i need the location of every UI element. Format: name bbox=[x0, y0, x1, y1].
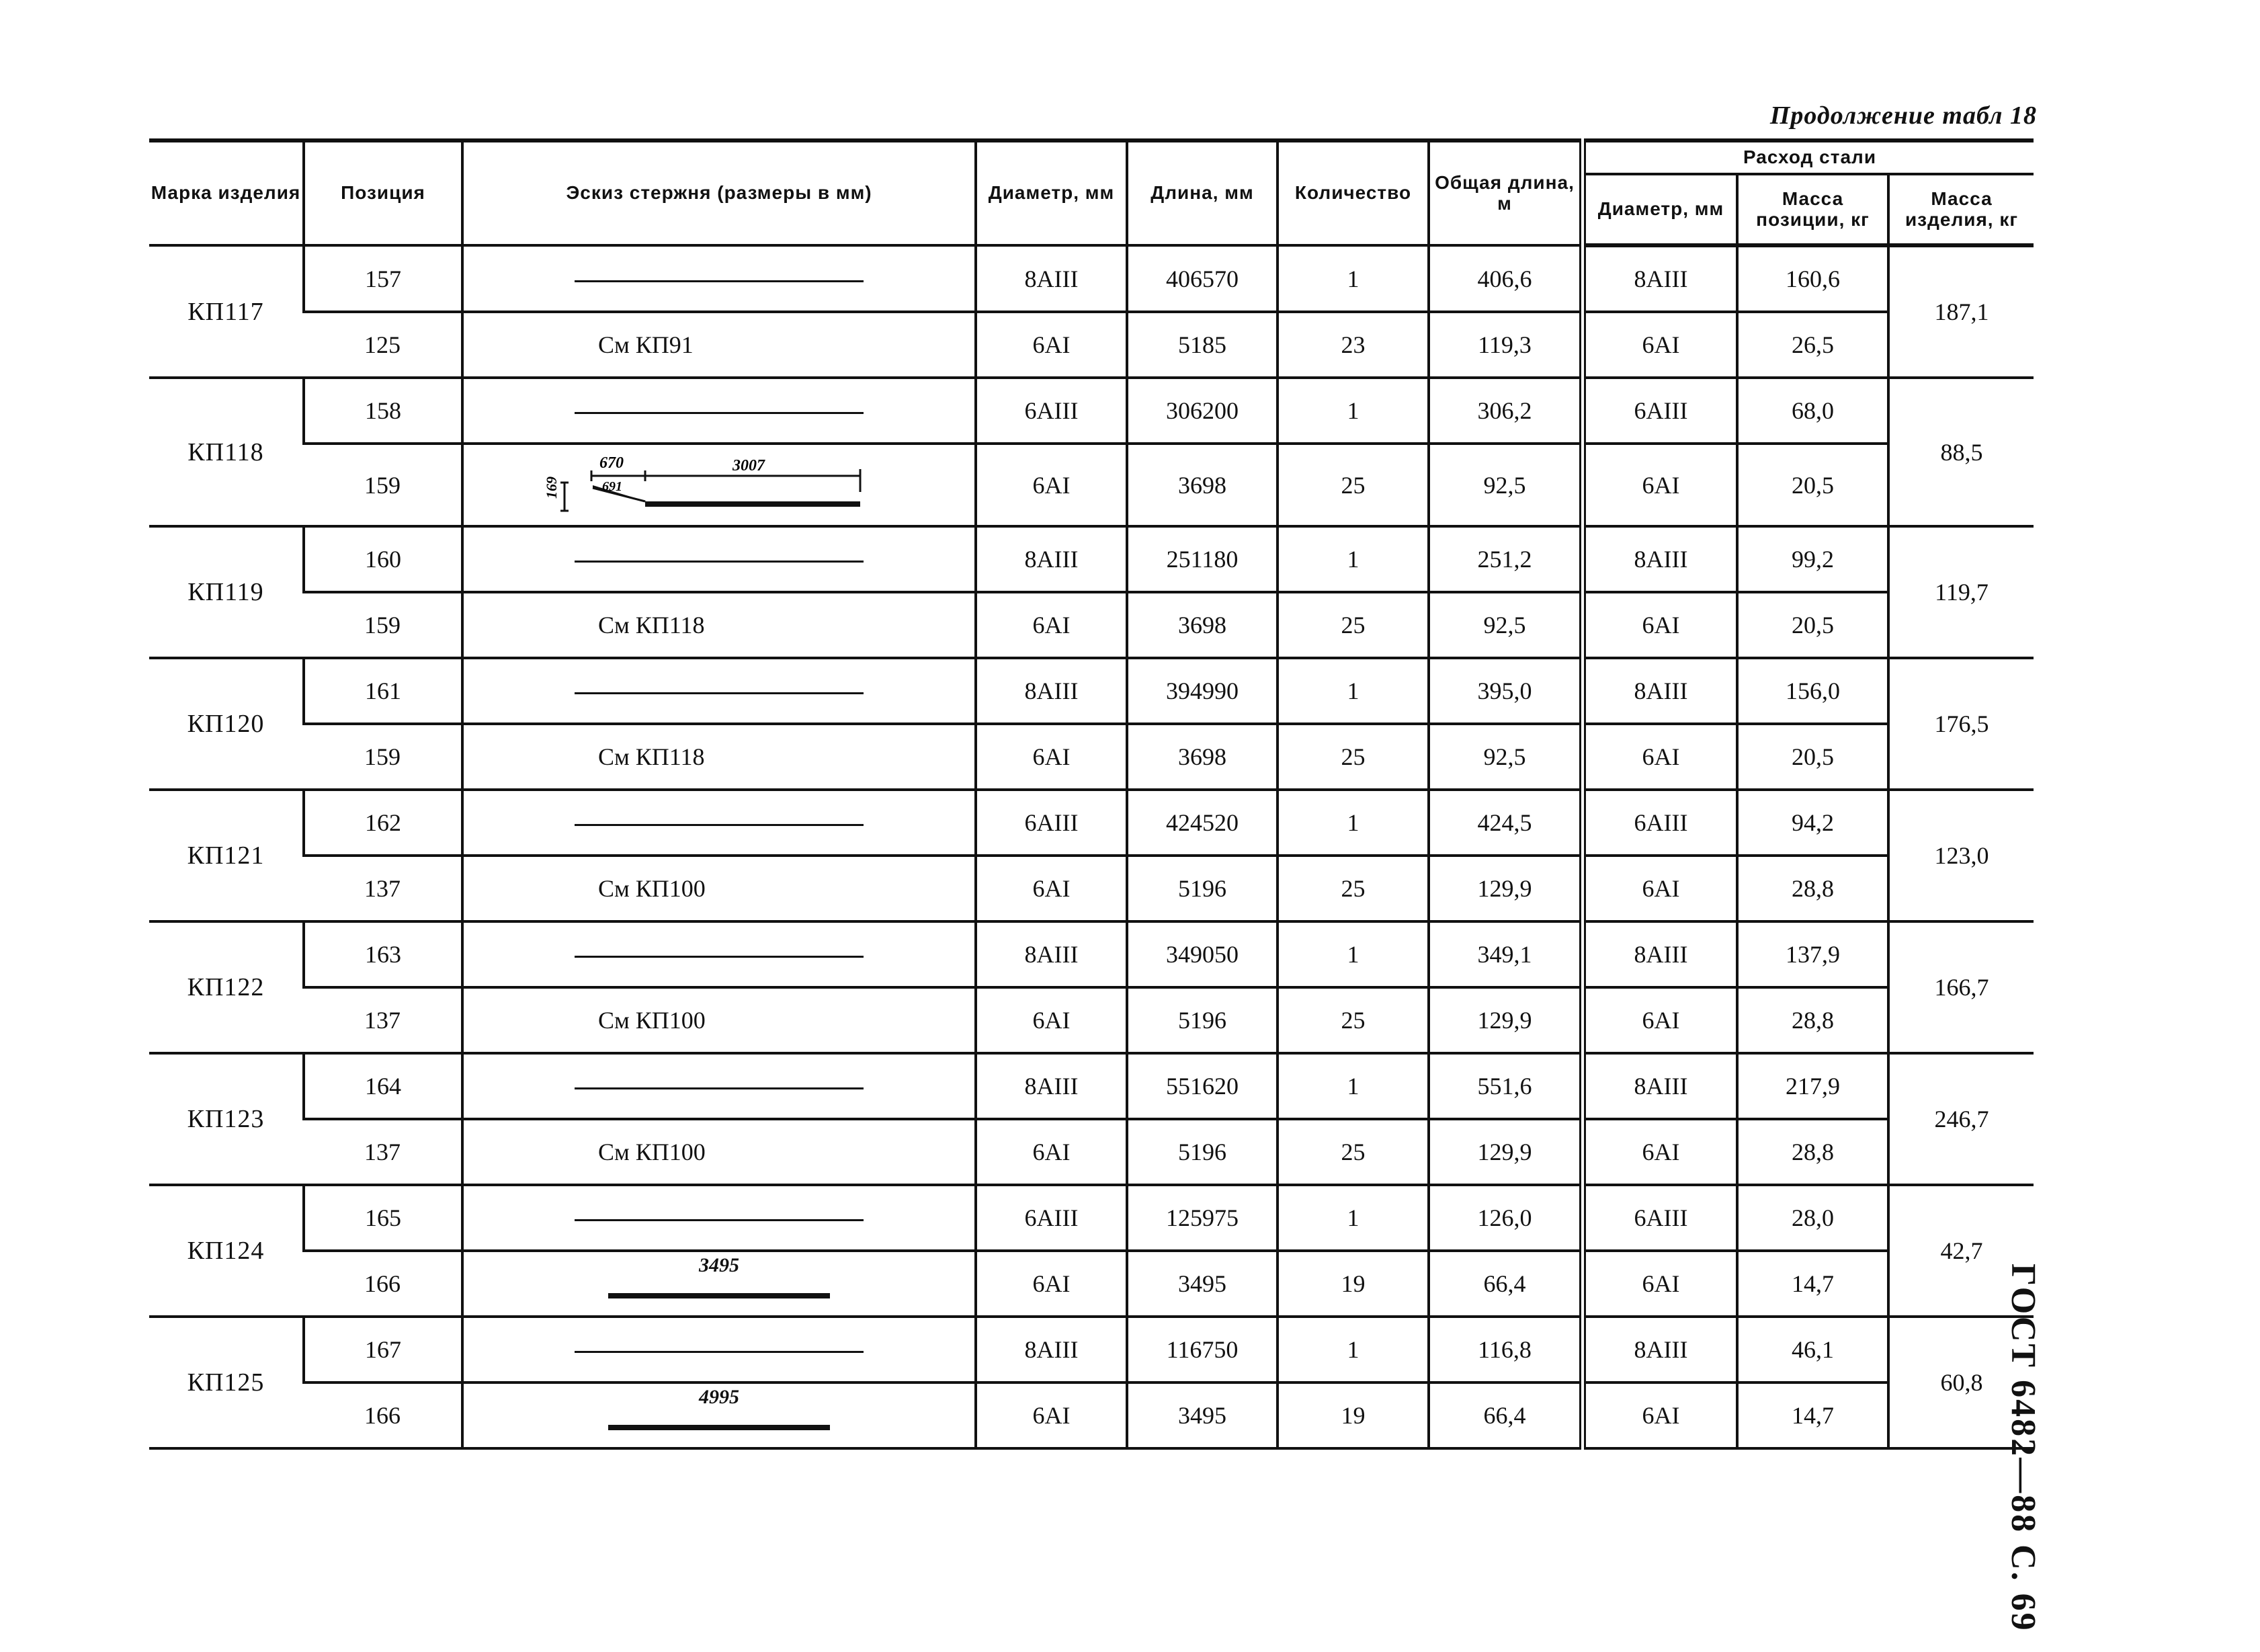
length-cell: 3698 bbox=[1127, 724, 1278, 790]
sketch-cell bbox=[462, 1185, 976, 1251]
position-mass-cell: 20,5 bbox=[1737, 724, 1888, 790]
header-mark: Марка изделия bbox=[149, 140, 304, 245]
item-mass-cell: 176,5 bbox=[1888, 658, 2034, 790]
steel-diameter-cell: 8АIII bbox=[1583, 245, 1737, 312]
position-cell: 157 bbox=[304, 245, 462, 312]
total-length-cell: 92,5 bbox=[1429, 444, 1583, 526]
straight-rebar-sketch bbox=[575, 280, 864, 282]
sketch-reference-text: См КП100 bbox=[598, 875, 706, 902]
sketch-cell bbox=[462, 1251, 976, 1317]
position-cell: 163 bbox=[304, 921, 462, 987]
position-mass-cell: 156,0 bbox=[1737, 658, 1888, 724]
rebar-bar bbox=[608, 1293, 830, 1298]
straight-rebar-sketch bbox=[575, 412, 864, 414]
header-position-mass: Масса позиции, кг bbox=[1737, 174, 1888, 245]
total-length-cell: 119,3 bbox=[1429, 312, 1583, 378]
steel-diameter-cell: 6АI bbox=[1583, 987, 1737, 1053]
sketch-dimension-text: 3495 bbox=[699, 1253, 739, 1276]
diameter-cell: 6АI bbox=[976, 592, 1127, 658]
position-mass-cell: 99,2 bbox=[1737, 526, 1888, 592]
quantity-cell: 1 bbox=[1278, 790, 1429, 856]
total-length-cell: 551,6 bbox=[1429, 1053, 1583, 1119]
steel-diameter-cell: 6АIII bbox=[1583, 790, 1737, 856]
length-cell: 5196 bbox=[1127, 987, 1278, 1053]
total-length-cell: 424,5 bbox=[1429, 790, 1583, 856]
item-mark: КП120 bbox=[149, 658, 304, 790]
length-cell: 251180 bbox=[1127, 526, 1278, 592]
item-mark: КП118 bbox=[149, 378, 304, 526]
position-cell: 161 bbox=[304, 658, 462, 724]
steel-diameter-cell: 8АIII bbox=[1583, 1053, 1737, 1119]
quantity-cell: 1 bbox=[1278, 1053, 1429, 1119]
steel-diameter-cell: 6АI bbox=[1583, 1119, 1737, 1185]
diameter-cell: 6АI bbox=[976, 1251, 1127, 1317]
position-mass-cell: 26,5 bbox=[1737, 312, 1888, 378]
total-length-cell: 406,6 bbox=[1429, 245, 1583, 312]
table-row bbox=[149, 245, 2034, 312]
sketch-cell bbox=[462, 1317, 976, 1382]
header-total-length: Общая длина, м bbox=[1429, 140, 1583, 245]
item-mass-cell: 60,8 bbox=[1888, 1317, 2034, 1448]
quantity-cell: 1 bbox=[1278, 658, 1429, 724]
sketch-cell bbox=[462, 921, 976, 987]
position-mass-cell: 20,5 bbox=[1737, 444, 1888, 526]
quantity-cell: 25 bbox=[1278, 724, 1429, 790]
total-length-cell: 126,0 bbox=[1429, 1185, 1583, 1251]
position-cell: 137 bbox=[304, 987, 462, 1053]
length-cell: 3698 bbox=[1127, 592, 1278, 658]
straight-rebar-sketch bbox=[575, 824, 864, 826]
header-steel-consumption: Расход стали bbox=[1583, 140, 2034, 174]
header-diameter: Диаметр, мм bbox=[976, 140, 1127, 245]
steel-diameter-cell: 6АI bbox=[1583, 444, 1737, 526]
length-cell: 394990 bbox=[1127, 658, 1278, 724]
dim-670: 670 bbox=[599, 454, 624, 472]
item-mark: КП125 bbox=[149, 1317, 304, 1448]
diameter-cell: 8АIII bbox=[976, 245, 1127, 312]
total-length-cell: 129,9 bbox=[1429, 987, 1583, 1053]
item-mass-cell: 166,7 bbox=[1888, 921, 2034, 1053]
sketch-reference-text: См КП118 bbox=[598, 612, 705, 638]
table-row bbox=[149, 1185, 2034, 1251]
total-length-cell: 251,2 bbox=[1429, 526, 1583, 592]
total-length-cell: 349,1 bbox=[1429, 921, 1583, 987]
quantity-cell: 23 bbox=[1278, 312, 1429, 378]
dim-3007: 3007 bbox=[733, 457, 765, 474]
steel-diameter-cell: 6АI bbox=[1583, 724, 1737, 790]
quantity-cell: 25 bbox=[1278, 987, 1429, 1053]
sketch-cell bbox=[462, 1382, 976, 1448]
rebar-specification-table bbox=[149, 138, 2034, 1450]
straight-rebar-sketch bbox=[575, 1351, 864, 1353]
length-cell: 306200 bbox=[1127, 378, 1278, 444]
position-mass-cell: 28,0 bbox=[1737, 1185, 1888, 1251]
steel-diameter-cell: 6АI bbox=[1583, 1251, 1737, 1317]
item-mass-cell: 187,1 bbox=[1888, 245, 2034, 378]
position-cell: 165 bbox=[304, 1185, 462, 1251]
total-length-cell: 92,5 bbox=[1429, 592, 1583, 658]
steel-diameter-cell: 6АI bbox=[1583, 1382, 1737, 1448]
quantity-cell: 25 bbox=[1278, 856, 1429, 921]
position-mass-cell: 14,7 bbox=[1737, 1251, 1888, 1317]
sketch-reference-text: См КП118 bbox=[598, 743, 705, 770]
quantity-cell: 19 bbox=[1278, 1382, 1429, 1448]
diameter-cell: 6АI bbox=[976, 987, 1127, 1053]
header-quantity: Количество bbox=[1278, 140, 1429, 245]
total-length-cell: 129,9 bbox=[1429, 1119, 1583, 1185]
diameter-cell: 6АI bbox=[976, 856, 1127, 921]
diameter-cell: 6АI bbox=[976, 1382, 1127, 1448]
sketch-cell bbox=[462, 856, 976, 921]
sketch-cell bbox=[462, 724, 976, 790]
quantity-cell: 1 bbox=[1278, 1185, 1429, 1251]
dim-169: 169 bbox=[543, 477, 560, 499]
straight-rebar-sketch bbox=[575, 1087, 864, 1089]
length-cell: 349050 bbox=[1127, 921, 1278, 987]
table-row bbox=[149, 1251, 2034, 1317]
item-mark: КП117 bbox=[149, 245, 304, 378]
length-cell: 406570 bbox=[1127, 245, 1278, 312]
quantity-cell: 1 bbox=[1278, 378, 1429, 444]
position-mass-cell: 137,9 bbox=[1737, 921, 1888, 987]
table-row bbox=[149, 921, 2034, 987]
sketch-cell bbox=[462, 312, 976, 378]
diameter-cell: 8АIII bbox=[976, 658, 1127, 724]
sketch-reference-text: См КП100 bbox=[598, 1139, 706, 1165]
length-cell: 3495 bbox=[1127, 1382, 1278, 1448]
rebar-bar bbox=[608, 1425, 830, 1430]
header-sketch: Эскиз стержня (размеры в мм) bbox=[462, 140, 976, 245]
table-row bbox=[149, 312, 2034, 378]
table-row bbox=[149, 658, 2034, 724]
steel-diameter-cell: 6АI bbox=[1583, 856, 1737, 921]
quantity-cell: 25 bbox=[1278, 444, 1429, 526]
standard-page-code: ГОСТ 6482—88 С. 69 bbox=[2004, 1264, 2042, 1633]
position-cell: 137 bbox=[304, 856, 462, 921]
sketch-cell bbox=[462, 592, 976, 658]
position-mass-cell: 46,1 bbox=[1737, 1317, 1888, 1382]
sketch-cell bbox=[462, 1119, 976, 1185]
diameter-cell: 6АIII bbox=[976, 790, 1127, 856]
table-row bbox=[149, 592, 2034, 658]
total-length-cell: 116,8 bbox=[1429, 1317, 1583, 1382]
quantity-cell: 1 bbox=[1278, 921, 1429, 987]
position-mass-cell: 160,6 bbox=[1737, 245, 1888, 312]
length-cell: 5196 bbox=[1127, 856, 1278, 921]
length-cell: 3698 bbox=[1127, 444, 1278, 526]
steel-diameter-cell: 6АI bbox=[1583, 592, 1737, 658]
straight-rebar-sketch bbox=[575, 956, 864, 958]
table-row bbox=[149, 444, 2034, 526]
sketch-cell bbox=[462, 245, 976, 312]
total-length-cell: 306,2 bbox=[1429, 378, 1583, 444]
diameter-cell: 8АIII bbox=[976, 1317, 1127, 1382]
dimensioned-rebar-sketch bbox=[608, 1386, 830, 1440]
length-cell: 116750 bbox=[1127, 1317, 1278, 1382]
diameter-cell: 8АIII bbox=[976, 526, 1127, 592]
table-row bbox=[149, 1053, 2034, 1119]
table-caption: Продолжение табл 18 bbox=[1769, 101, 2037, 130]
diameter-cell: 6АI bbox=[976, 312, 1127, 378]
sketch-cell bbox=[462, 1053, 976, 1119]
table-row bbox=[149, 856, 2034, 921]
item-mark: КП124 bbox=[149, 1185, 304, 1317]
diameter-cell: 6АIII bbox=[976, 378, 1127, 444]
table-row bbox=[149, 1317, 2034, 1382]
header-position: Позиция bbox=[304, 140, 462, 245]
straight-rebar-sketch bbox=[575, 692, 864, 694]
dim-691: 691 bbox=[602, 479, 622, 494]
sketch-reference-text: См КП100 bbox=[598, 1007, 706, 1034]
diameter-cell: 6АI bbox=[976, 1119, 1127, 1185]
sketch-cell bbox=[462, 444, 976, 526]
steel-diameter-cell: 8АIII bbox=[1583, 921, 1737, 987]
table-row bbox=[149, 987, 2034, 1053]
total-length-cell: 66,4 bbox=[1429, 1251, 1583, 1317]
quantity-cell: 19 bbox=[1278, 1251, 1429, 1317]
quantity-cell: 25 bbox=[1278, 592, 1429, 658]
position-cell: 167 bbox=[304, 1317, 462, 1382]
quantity-cell: 1 bbox=[1278, 526, 1429, 592]
steel-diameter-cell: 6АIII bbox=[1583, 378, 1737, 444]
item-mass-cell: 246,7 bbox=[1888, 1053, 2034, 1185]
straight-rebar-sketch bbox=[575, 1219, 864, 1221]
item-mark: КП123 bbox=[149, 1053, 304, 1185]
position-mass-cell: 68,0 bbox=[1737, 378, 1888, 444]
diameter-cell: 8АIII bbox=[976, 921, 1127, 987]
item-mark: КП119 bbox=[149, 526, 304, 658]
table-row bbox=[149, 526, 2034, 592]
total-length-cell: 395,0 bbox=[1429, 658, 1583, 724]
length-cell: 424520 bbox=[1127, 790, 1278, 856]
length-cell: 5185 bbox=[1127, 312, 1278, 378]
position-cell: 159 bbox=[304, 592, 462, 658]
quantity-cell: 25 bbox=[1278, 1119, 1429, 1185]
diameter-cell: 6АIII bbox=[976, 1185, 1127, 1251]
position-cell: 159 bbox=[304, 444, 462, 526]
sketch-cell bbox=[462, 378, 976, 444]
position-mass-cell: 217,9 bbox=[1737, 1053, 1888, 1119]
sketch-cell bbox=[462, 658, 976, 724]
item-mass-cell: 88,5 bbox=[1888, 378, 2034, 526]
table-row bbox=[149, 790, 2034, 856]
sketch-dimension-text: 4995 bbox=[699, 1385, 739, 1408]
sketch-reference-text: См КП91 bbox=[598, 331, 694, 358]
steel-diameter-cell: 6АIII bbox=[1583, 1185, 1737, 1251]
steel-diameter-cell: 8АIII bbox=[1583, 658, 1737, 724]
position-mass-cell: 28,8 bbox=[1737, 987, 1888, 1053]
position-cell: 158 bbox=[304, 378, 462, 444]
total-length-cell: 129,9 bbox=[1429, 856, 1583, 921]
position-mass-cell: 94,2 bbox=[1737, 790, 1888, 856]
length-cell: 125975 bbox=[1127, 1185, 1278, 1251]
dimensioned-rebar-sketch bbox=[608, 1254, 830, 1308]
steel-diameter-cell: 6АI bbox=[1583, 312, 1737, 378]
diameter-cell: 8АIII bbox=[976, 1053, 1127, 1119]
position-mass-cell: 28,8 bbox=[1737, 856, 1888, 921]
diameter-cell: 6АI bbox=[976, 444, 1127, 526]
length-cell: 551620 bbox=[1127, 1053, 1278, 1119]
header-steel-diameter: Диаметр, мм bbox=[1583, 174, 1737, 245]
position-cell: 137 bbox=[304, 1119, 462, 1185]
item-mark: КП121 bbox=[149, 790, 304, 921]
position-cell: 164 bbox=[304, 1053, 462, 1119]
position-mass-cell: 20,5 bbox=[1737, 592, 1888, 658]
position-cell: 159 bbox=[304, 724, 462, 790]
table-row bbox=[149, 378, 2034, 444]
position-mass-cell: 14,7 bbox=[1737, 1382, 1888, 1448]
position-cell: 160 bbox=[304, 526, 462, 592]
sketch-cell bbox=[462, 526, 976, 592]
total-length-cell: 92,5 bbox=[1429, 724, 1583, 790]
quantity-cell: 1 bbox=[1278, 245, 1429, 312]
position-cell: 162 bbox=[304, 790, 462, 856]
length-cell: 5196 bbox=[1127, 1119, 1278, 1185]
item-mass-cell: 42,7 bbox=[1888, 1185, 2034, 1317]
position-mass-cell: 28,8 bbox=[1737, 1119, 1888, 1185]
steel-diameter-cell: 8АIII bbox=[1583, 1317, 1737, 1382]
position-cell: 125 bbox=[304, 312, 462, 378]
sketch-cell bbox=[462, 790, 976, 856]
item-mark: КП122 bbox=[149, 921, 304, 1053]
header-length: Длина, мм bbox=[1127, 140, 1278, 245]
total-length-cell: 66,4 bbox=[1429, 1382, 1583, 1448]
item-mass-cell: 119,7 bbox=[1888, 526, 2034, 658]
sketch-cell bbox=[462, 987, 976, 1053]
position-cell: 166 bbox=[304, 1382, 462, 1448]
bent-rebar-sketch bbox=[538, 445, 901, 519]
steel-diameter-cell: 8АIII bbox=[1583, 526, 1737, 592]
diameter-cell: 6АI bbox=[976, 724, 1127, 790]
straight-rebar-sketch bbox=[575, 561, 864, 563]
table-row bbox=[149, 1119, 2034, 1185]
table-row bbox=[149, 724, 2034, 790]
length-cell: 3495 bbox=[1127, 1251, 1278, 1317]
item-mass-cell: 123,0 bbox=[1888, 790, 2034, 921]
header-item-mass: Масса изделия, кг bbox=[1888, 174, 2034, 245]
position-cell: 166 bbox=[304, 1251, 462, 1317]
quantity-cell: 1 bbox=[1278, 1317, 1429, 1382]
table-body bbox=[149, 245, 2034, 1448]
table-row bbox=[149, 1382, 2034, 1448]
